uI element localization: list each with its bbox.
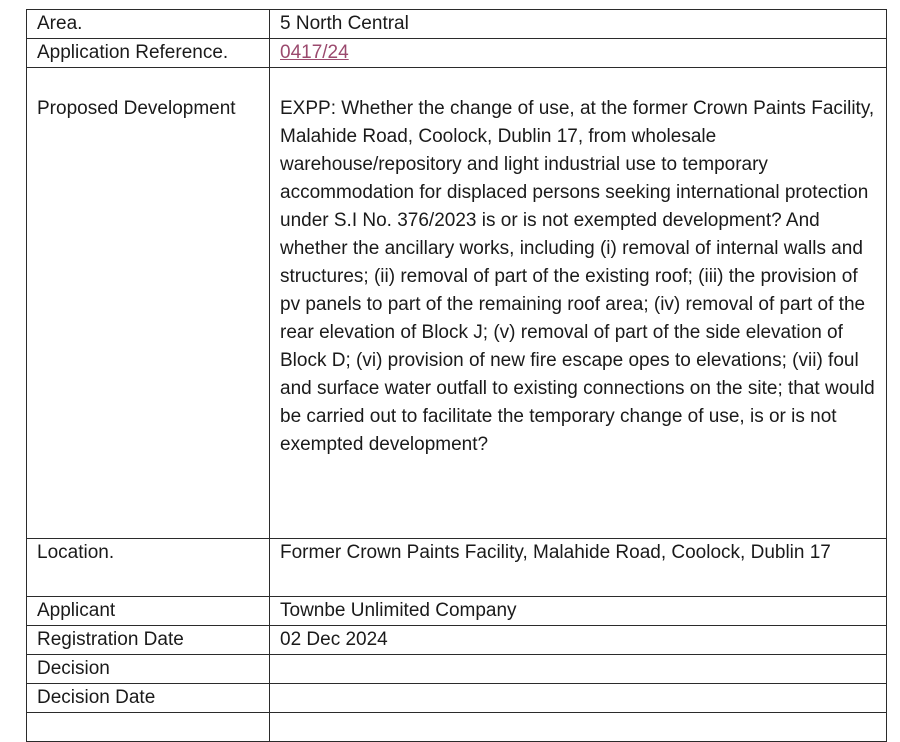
area-label: Area. <box>27 10 270 39</box>
decision-date-label: Decision Date <box>27 684 270 713</box>
row-decision-date <box>27 684 887 713</box>
applicant-value: Townbe Unlimited Company <box>270 597 887 626</box>
decision-value <box>270 655 887 684</box>
row-area <box>27 10 887 39</box>
application-reference-link[interactable]: 0417/24 <box>280 42 349 63</box>
location-label: Location. <box>27 539 270 597</box>
row-location <box>27 539 887 597</box>
application-details-table <box>26 9 887 742</box>
row-decision <box>27 655 887 684</box>
empty-value-cell <box>270 713 887 742</box>
decision-label: Decision <box>27 655 270 684</box>
decision-date-value <box>270 684 887 713</box>
applicant-label: Applicant <box>27 597 270 626</box>
application-reference-cell <box>270 39 887 68</box>
row-registration-date <box>27 626 887 655</box>
proposed-development-value: EXPP: Whether the change of use, at the former Crown Paints Facility, Malahide Road, Coolock, Dublin 17, from wholesale warehouse/repository and light industrial use to temporary accommodation for displaced persons seeking international protection under S.I No. 376/2023 is or is not exempted development? And whether the ancillary works, including (i) removal of internal walls and structures; (ii) removal of part of the existing roof; (iii) the provision of pv panels to part of the remaining roof area; (iv) removal of part of the rear elevation of Block J; (v) removal of part of the side elevation of Block D; (vi) provision of new fire escape opes to elevations; (vii) foul and surface water outfall to existing connections on the site; that would be carried out to facilitate the temporary change of use, is or is not exempted development? <box>270 68 887 539</box>
proposed-development-label: Proposed Development <box>27 68 270 539</box>
empty-label-cell <box>27 713 270 742</box>
location-value: Former Crown Paints Facility, Malahide Road, Coolock, Dublin 17 <box>270 539 887 597</box>
registration-date-value: 02 Dec 2024 <box>270 626 887 655</box>
row-proposed-development <box>27 68 887 539</box>
area-value: 5 North Central <box>270 10 887 39</box>
row-application-reference <box>27 39 887 68</box>
registration-date-label: Registration Date <box>27 626 270 655</box>
application-reference-label: Application Reference. <box>27 39 270 68</box>
row-empty <box>27 713 887 742</box>
row-applicant <box>27 597 887 626</box>
